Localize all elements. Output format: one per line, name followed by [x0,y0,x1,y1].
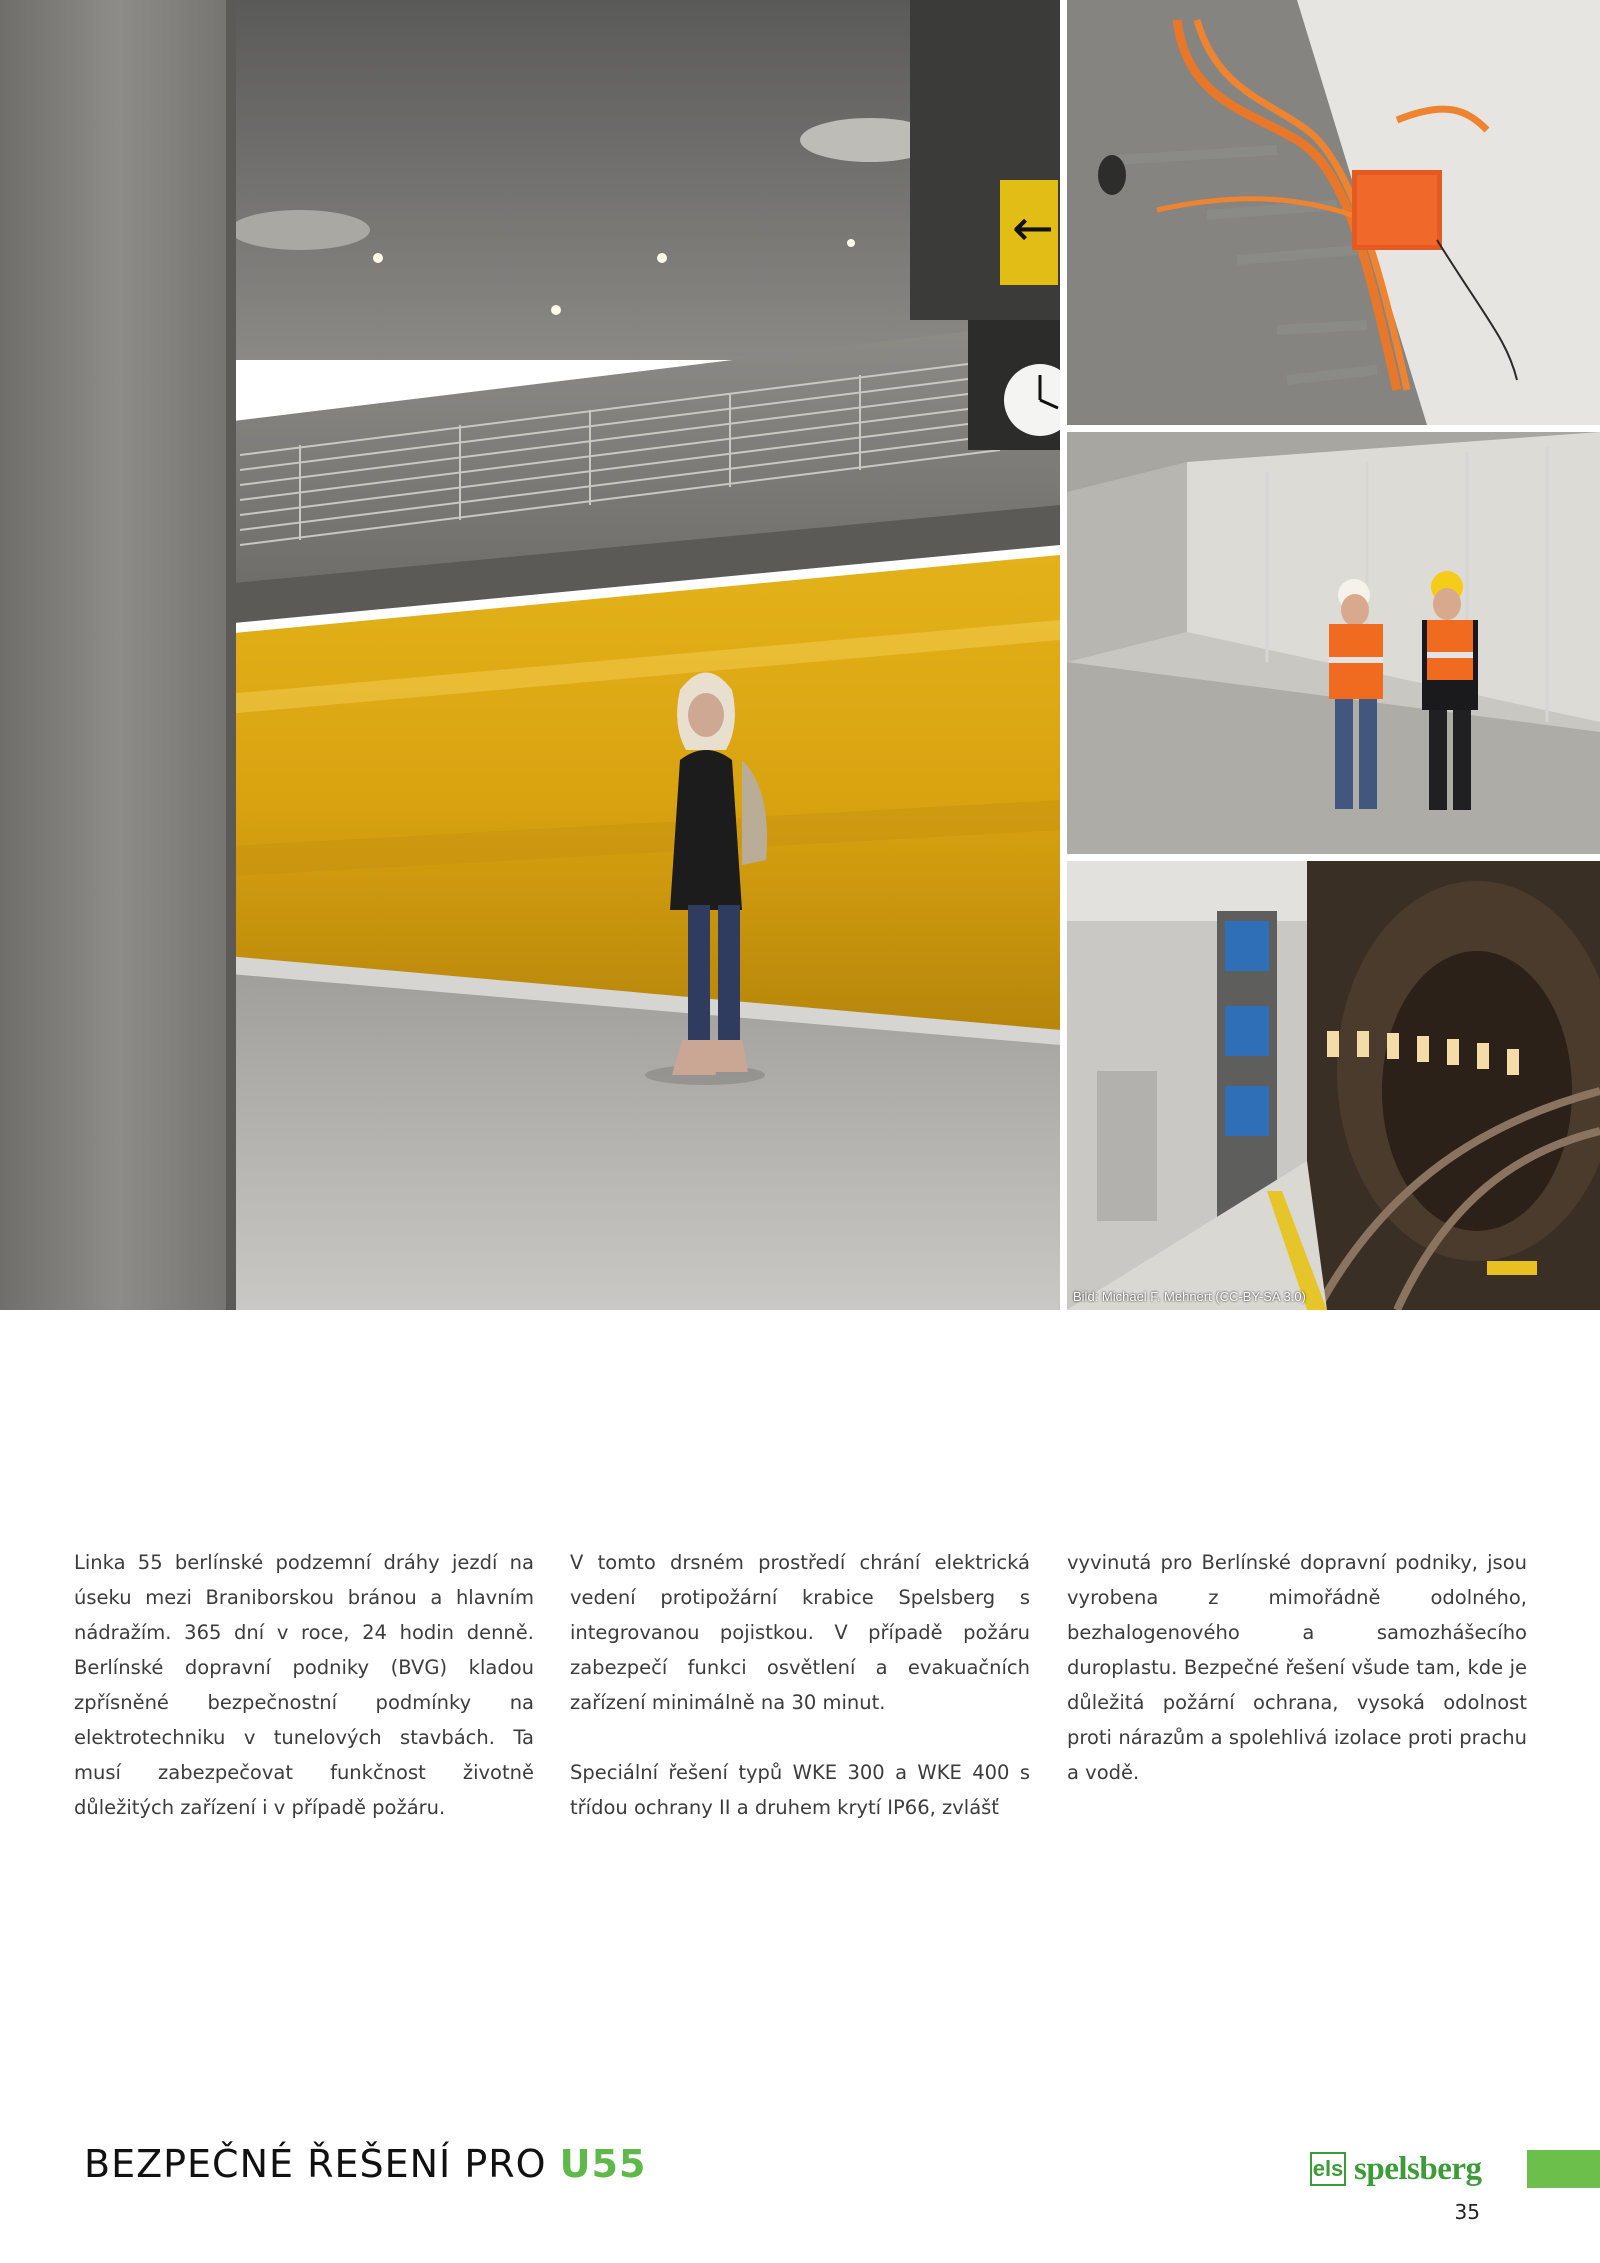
svg-text:←: ← [1012,199,1054,257]
spelsberg-logo [1310,2150,1480,2190]
ceiling-cable-photo [1067,0,1600,425]
page-title [84,2142,646,2186]
subway-platform-photo [0,0,1060,1310]
text-column-1 [74,1545,534,1825]
tunnel-photo [1067,861,1600,1310]
page-title-accent: U55 [559,2142,647,2186]
photo-credit: Bild: Michael F. Mehnert (CC-BY-SA 3.0) [1073,1289,1306,1304]
paragraph: vyvinutá pro Berlínské dopravní podniky, jsou vyrobena z mimořádně odolného, bezhalogenového a samozhášecího duroplastu. Bezpečné řešení všude tam, kde je důležitá požární ochrana, vysoká odolnost proti nárazům a spolehlivá izolace proti prachu a vodě. [1067,1551,1527,1784]
text-column-2 [570,1545,1030,1825]
green-accent-bar [1527,2150,1600,2188]
workers-photo [1067,432,1600,854]
page-title-prefix: BEZPEČNÉ ŘEŠENÍ PRO [84,2142,560,2186]
logo-wordmark: spelsberg [1354,2151,1482,2187]
body-text [74,1545,1527,1845]
text-column-3 [1067,1545,1527,1790]
logo-els-mark: els [1310,2152,1346,2186]
paragraph: Speciální řešení typů WKE 300 a WKE 400 s třídou ochrany II a druhem krytí IP66, zvlášť [570,1761,1030,1819]
paragraph: V tomto drsném prostředí chrání elektrická vedení protipožární krabice Spelsberg s integrovanou pojistkou. V případě požáru zabezpečí funkci osvětlení a evakuačních zařízení minimálně na 30 minut. [570,1551,1030,1714]
paragraph: Linka 55 berlínské podzemní dráhy jezdí na úseku mezi Braniborskou bránou a hlavním nádražím. 365 dní v roce, 24 hodin denně. Berlínské dopravní podniky (BVG) kladou zpřísněné bezpečnostní podmínky na elektrotechniku v tunelových stavbách. Ta musí zabezpečovat funkčnost životně důležitých zařízení i v případě požáru. [74,1551,534,1819]
page-number: 35 [1454,2200,1480,2224]
